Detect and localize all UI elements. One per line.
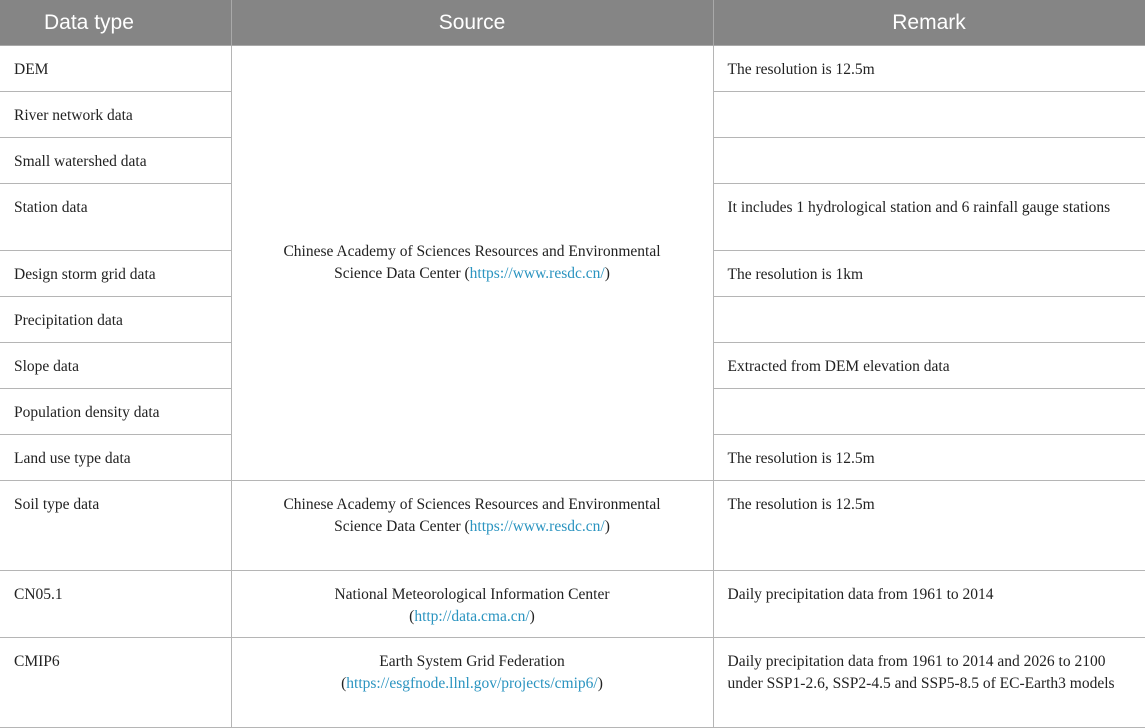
cell-source-resdc	[231, 46, 713, 481]
cell-data-type: Design storm grid data	[0, 251, 231, 297]
cell-remark	[713, 297, 1145, 343]
table-row	[0, 638, 1145, 728]
cell-data-type: Slope data	[0, 343, 231, 389]
source-text-end: )	[597, 675, 603, 692]
cell-remark: The resolution is 12.5m	[713, 481, 1145, 571]
cell-source-esgf	[231, 638, 713, 728]
cell-remark: Extracted from DEM elevation data	[713, 343, 1145, 389]
source-text: Earth System Grid Federation (	[341, 653, 565, 692]
header-row	[0, 0, 1145, 46]
cell-remark: The resolution is 1km	[713, 251, 1145, 297]
cell-source-resdc-soil	[231, 481, 713, 571]
source-text-end: )	[529, 608, 535, 625]
cell-remark: The resolution is 12.5m	[713, 435, 1145, 481]
source-text-end: )	[604, 265, 610, 282]
cell-data-type: Land use type data	[0, 435, 231, 481]
source-text: Chinese Academy of Sciences Resources and Environmental Science Data Center (	[283, 243, 661, 282]
source-link[interactable]: https://www.resdc.cn/	[469, 518, 605, 535]
cell-data-type: Precipitation data	[0, 297, 231, 343]
source-link[interactable]: https://esgfnode.llnl.gov/projects/cmip6/	[346, 675, 598, 692]
header-remark: Remark	[713, 0, 1145, 46]
cell-source-cma	[231, 571, 713, 638]
cell-remark	[713, 389, 1145, 435]
table-row	[0, 481, 1145, 571]
cell-remark	[713, 138, 1145, 184]
cell-data-type: CN05.1	[0, 571, 231, 638]
cell-remark: Daily precipitation data from 1961 to 2014	[713, 571, 1145, 638]
cell-remark: Daily precipitation data from 1961 to 2014 and 2026 to 2100 under SSP1-2.6, SSP2-4.5 and SSP5-8.5 of EC-Earth3 models	[713, 638, 1145, 728]
cell-data-type: DEM	[0, 46, 231, 92]
cell-data-type: Station data	[0, 184, 231, 251]
cell-data-type: Small watershed data	[0, 138, 231, 184]
source-link[interactable]: https://www.resdc.cn/	[469, 265, 605, 282]
table-row	[0, 46, 1145, 92]
table-row	[0, 571, 1145, 638]
cell-remark: It includes 1 hydrological station and 6 rainfall gauge stations	[713, 184, 1145, 251]
cell-data-type: CMIP6	[0, 638, 231, 728]
cell-data-type: Soil type data	[0, 481, 231, 571]
header-source: Source	[231, 0, 713, 46]
cell-remark	[713, 92, 1145, 138]
cell-remark: The resolution is 12.5m	[713, 46, 1145, 92]
source-text: National Meteorological Information Center (	[334, 586, 610, 625]
header-data-type: Data type	[0, 0, 231, 46]
source-text: Chinese Academy of Sciences Resources and Environmental Science Data Center (	[283, 496, 661, 535]
source-text-end: )	[604, 518, 610, 535]
cell-data-type: River network data	[0, 92, 231, 138]
source-link[interactable]: http://data.cma.cn/	[414, 608, 530, 625]
cell-data-type: Population density data	[0, 389, 231, 435]
